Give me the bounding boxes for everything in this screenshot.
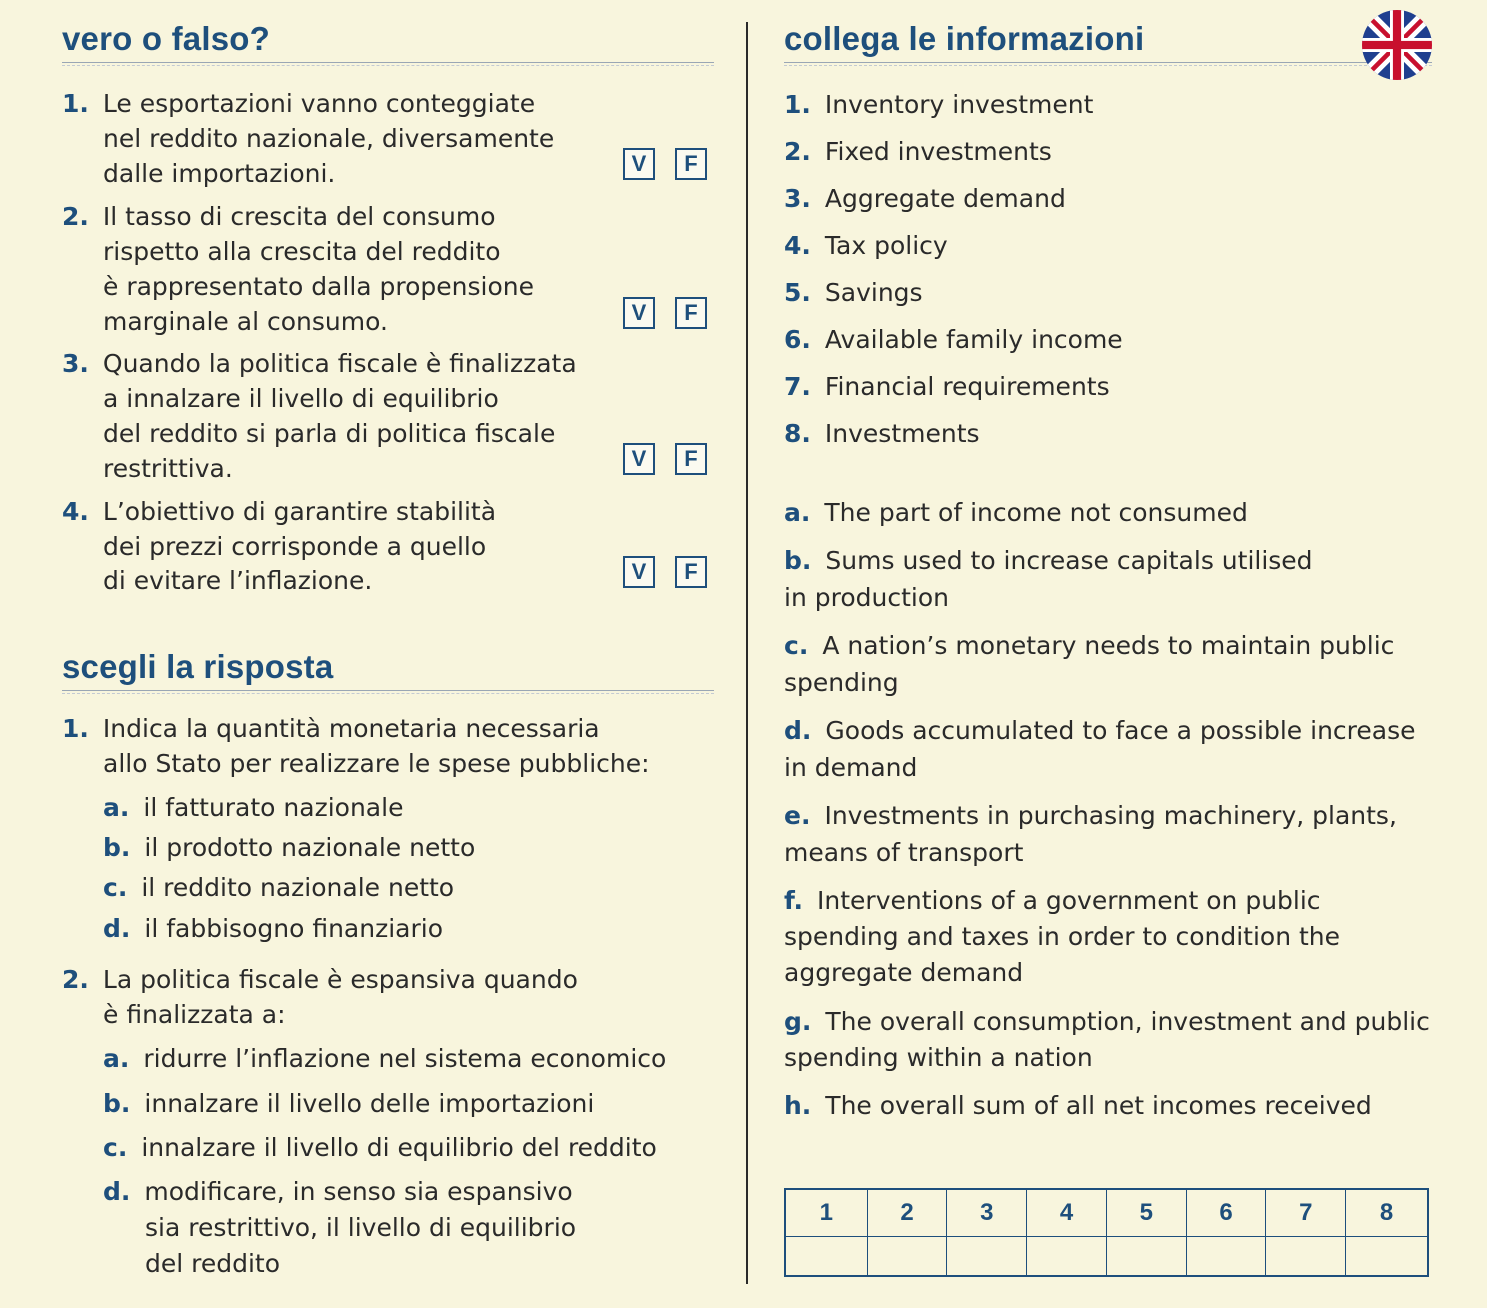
grid-header: 5	[1106, 1189, 1186, 1237]
mc-option[interactable]: a. ridurre l’inflazione nel sistema economico	[103, 1044, 667, 1073]
false-checkbox-2[interactable]: F	[675, 297, 707, 329]
definition-item: b. Sums used to increase capitals utilised	[784, 546, 1313, 575]
answer-grid	[784, 1188, 1429, 1277]
scegli-heading: scegli la risposta	[62, 648, 334, 685]
answer-cell[interactable]	[1027, 1237, 1107, 1277]
false-checkbox-4[interactable]: F	[675, 556, 707, 588]
term-item: 6. Available family income	[784, 325, 1123, 354]
grid-header: 3	[947, 1189, 1027, 1237]
definition-item: d. Goods accumulated to face a possible increase	[784, 716, 1416, 745]
term-item: 2. Fixed investments	[784, 137, 1052, 166]
mc-option[interactable]: c. il reddito nazionale netto	[103, 873, 455, 902]
definition-line: spending and taxes in order to condition the	[784, 922, 1341, 951]
heading-rule	[784, 62, 1432, 66]
grid-header: 4	[1027, 1189, 1107, 1237]
column-divider	[746, 22, 748, 1284]
item-number: 1.	[62, 89, 89, 118]
definition-item: g. The overall consumption, investment and public	[784, 1007, 1430, 1036]
grid-header: 1	[785, 1189, 867, 1237]
definition-line: in demand	[784, 753, 918, 782]
grid-header: 7	[1266, 1189, 1346, 1237]
tf-item-3-line: del reddito si parla di politica fiscale	[103, 419, 556, 448]
collega-heading: collega le informazioni	[784, 20, 1145, 57]
mc-option-line: sia restrittivo, il livello di equilibrio	[145, 1213, 577, 1242]
true-checkbox-3[interactable]: V	[623, 443, 655, 475]
term-item: 1. Inventory investment	[784, 90, 1094, 119]
mc-option[interactable]: d. il fabbisogno finanziario	[103, 914, 443, 943]
mc-question-2: 2. La politica fiscale è espansiva quando	[62, 965, 578, 994]
tf-item-3: 3. Quando la politica fiscale è finalizzata	[62, 349, 577, 378]
term-item: 3. Aggregate demand	[784, 184, 1066, 213]
false-checkbox-1[interactable]: F	[675, 148, 707, 180]
term-item: 7. Financial requirements	[784, 372, 1110, 401]
mc-question-2-line: è finalizzata a:	[103, 1000, 286, 1029]
true-checkbox-1[interactable]: V	[623, 148, 655, 180]
answer-grid-header-row	[785, 1189, 1428, 1237]
grid-header: 6	[1186, 1189, 1266, 1237]
item-number: 1.	[62, 714, 89, 743]
tf-item-4: 4. L’obiettivo di garantire stabilità	[62, 497, 497, 526]
tf-item-4-line: dei prezzi corrisponde a quello	[103, 532, 487, 561]
mc-question-1-line: allo Stato per realizzare le spese pubbliche:	[103, 749, 650, 778]
mc-option[interactable]: c. innalzare il livello di equilibrio del reddito	[103, 1133, 657, 1162]
item-number: 3.	[62, 349, 89, 378]
answer-cell[interactable]	[947, 1237, 1027, 1277]
true-checkbox-2[interactable]: V	[623, 297, 655, 329]
tf-item-2-line: rispetto alla crescita del reddito	[103, 237, 501, 266]
definition-item: h. The overall sum of all net incomes received	[784, 1091, 1372, 1120]
tf-item-1-line: dalle importazioni.	[103, 159, 336, 188]
definition-item: c. A nation’s monetary needs to maintain public	[784, 631, 1395, 660]
mc-option[interactable]: d. modificare, in senso sia espansivo	[103, 1177, 573, 1206]
answer-cell[interactable]	[1346, 1237, 1428, 1277]
mc-option[interactable]: b. innalzare il livello delle importazioni	[103, 1089, 595, 1118]
grid-header: 8	[1346, 1189, 1428, 1237]
definition-line: in production	[784, 583, 949, 612]
tf-item-4-line: di evitare l’inflazione.	[103, 566, 373, 595]
definition-item: e. Investments in purchasing machinery, plants,	[784, 801, 1397, 830]
definition-line: aggregate demand	[784, 958, 1024, 987]
answer-cell[interactable]	[867, 1237, 947, 1277]
term-item: 4. Tax policy	[784, 231, 948, 260]
vero-falso-heading: vero o falso?	[62, 20, 270, 57]
mc-question-1: 1. Indica la quantità monetaria necessaria	[62, 714, 600, 743]
true-checkbox-4[interactable]: V	[623, 556, 655, 588]
mc-option[interactable]: a. il fatturato nazionale	[103, 793, 404, 822]
tf-item-3-line: restrittiva.	[103, 454, 233, 483]
answer-grid-answer-row	[785, 1237, 1428, 1277]
definition-line: spending	[784, 668, 899, 697]
answer-cell[interactable]	[1186, 1237, 1266, 1277]
mc-option-line: del reddito	[145, 1249, 281, 1278]
definition-line: spending within a nation	[784, 1043, 1093, 1072]
term-item: 8. Investments	[784, 419, 980, 448]
definition-item: a. The part of income not consumed	[784, 498, 1248, 527]
mc-option[interactable]: b. il prodotto nazionale netto	[103, 833, 476, 862]
term-item: 5. Savings	[784, 278, 923, 307]
heading-rule	[62, 62, 714, 66]
definition-item: f. Interventions of a government on public	[784, 886, 1321, 915]
false-checkbox-3[interactable]: F	[675, 443, 707, 475]
answer-cell[interactable]	[1266, 1237, 1346, 1277]
answer-cell[interactable]	[1106, 1237, 1186, 1277]
grid-header: 2	[867, 1189, 947, 1237]
tf-item-2-line: è rappresentato dalla propensione	[103, 272, 535, 301]
tf-item-1-line: nel reddito nazionale, diversamente	[103, 124, 555, 153]
tf-item-3-line: a innalzare il livello di equilibrio	[103, 384, 499, 413]
tf-item-2: 2. Il tasso di crescita del consumo	[62, 202, 496, 231]
item-number: 4.	[62, 497, 89, 526]
item-number: 2.	[62, 202, 89, 231]
heading-rule	[62, 690, 714, 694]
definition-line: means of transport	[784, 838, 1024, 867]
tf-item-1: 1. Le esportazioni vanno conteggiate	[62, 89, 536, 118]
answer-cell[interactable]	[785, 1237, 867, 1277]
uk-flag-icon	[1362, 10, 1432, 80]
tf-item-2-line: marginale al consumo.	[103, 307, 388, 336]
item-number: 2.	[62, 965, 89, 994]
